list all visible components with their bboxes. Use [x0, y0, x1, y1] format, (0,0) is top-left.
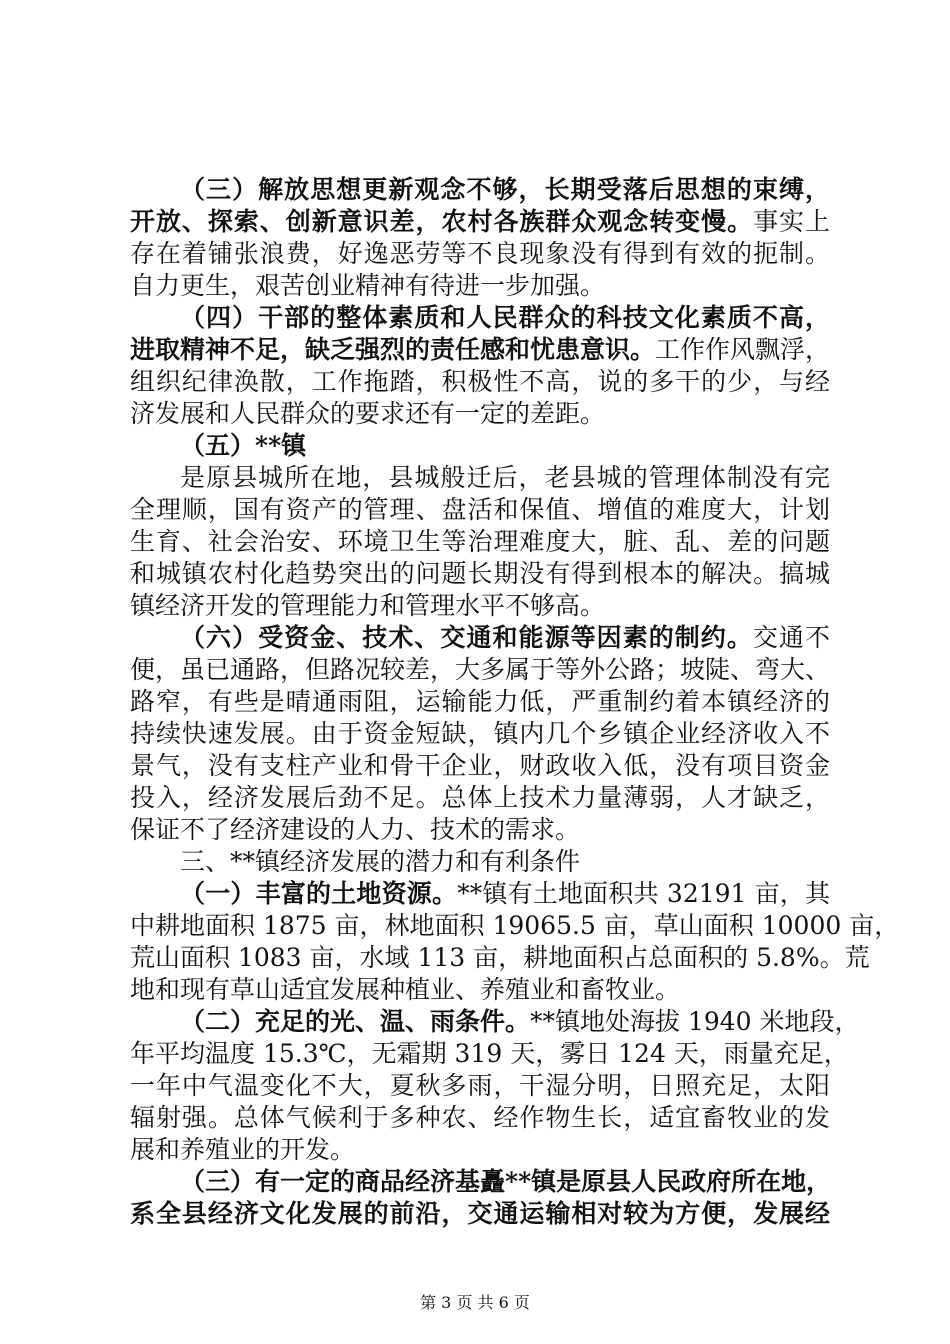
text-line: 存在着铺张浪费，好逸恶劳等不良现象没有得到有效的扼制。 — [130, 239, 830, 268]
text-line: 荒山面积 1083 亩，水域 113 亩，耕地面积占总面积的 5.8%。荒 — [130, 943, 870, 972]
text-line: 便，虽已通路，但路况较差，大多属于等外公路；坡陡、弯大、 — [130, 655, 831, 684]
text-line: 投入，经济发展后劲不足。总体上技术力量薄弱，人才缺乏， — [130, 783, 830, 812]
text-line: 展和养殖业的开发。 — [130, 1135, 356, 1164]
text-line: 生育、社会治安、环境卫生等治理难度大，脏、乱、差的问题 — [130, 527, 830, 556]
text-line: 开放、探索、创新意识差，农村各族群众观念转变慢。事实上 — [130, 207, 830, 236]
text-line: （三）解放思想更新观念不够，长期受落后思想的束缚， — [180, 175, 830, 204]
text-line: 是原县城所在地，县城般迁后，老县城的管理体制没有完 — [180, 463, 830, 492]
text-line: 保证不了经济建设的人力、技术的需求。 — [130, 815, 581, 844]
text-line: 一年中气温变化不大，夏秋多雨，干湿分明，日照充足，太阳 — [130, 1071, 830, 1100]
section-heading: 三、**镇经济发展的潜力和有利条件 — [180, 847, 581, 876]
text-line: 组织纪律涣散，工作拖踏，积极性不高，说的多干的少，与经 — [130, 367, 830, 396]
text-line: 自力更生，艰苦创业精神有待进一步加强。 — [130, 271, 606, 300]
text-line: 景气，没有支柱产业和骨干企业，财政收入低，没有项目资金 — [130, 751, 830, 780]
document-body — [130, 174, 900, 1230]
text-line: （六）受资金、技术、交通和能源等因素的制约。交通不 — [180, 623, 830, 652]
text-line: （三）有一定的商品经济基矗**镇是原县人民政府所在地， — [180, 1167, 832, 1196]
text-line: 系全县经济文化发展的前沿，交通运输相对较为方便，发展经 — [130, 1199, 830, 1228]
text-line: （五）**镇 — [180, 431, 307, 460]
text-line: 中耕地面积 1875 亩，林地面积 19065.5 亩，草山面积 10000 亩， — [130, 911, 900, 940]
page-number-footer: 第 3 页 共 6 页 — [420, 1293, 530, 1312]
text-line: 镇经济开发的管理能力和管理水平不够高。 — [130, 591, 606, 620]
text-line: 年平均温度 15.3℃，无霜期 319 天，雾日 124 天，雨量充足， — [130, 1039, 849, 1068]
text-line: 和城镇农村化趋势突出的问题长期没有得到根本的解决。搞城 — [130, 559, 830, 588]
text-line: 济发展和人民群众的要求还有一定的差距。 — [130, 399, 606, 428]
text-line: 进取精神不足，缺乏强烈的责任感和忧患意识。工作作风飘浮， — [130, 335, 831, 364]
text-line: 持续快速发展。由于资金短缺，镇内几个乡镇企业经济收入不 — [130, 719, 830, 748]
text-line: 地和现有草山适宜发展种植业、养殖业和畜牧业。 — [130, 975, 681, 1004]
text-line: （四）干部的整体素质和人民群众的科技文化素质不高， — [180, 303, 830, 332]
text-line: 全理顺，国有资产的管理、盘活和保值、增值的难度大，计划 — [130, 495, 830, 524]
text-line: （一）丰富的土地资源。**镇有土地面积共 32191 亩，其 — [180, 879, 830, 908]
text-line: （二）充足的光、温、雨条件。**镇地处海拔 1940 米地段， — [180, 1007, 860, 1036]
text-line: 辐射强。总体气候利于多种农、经作物生长，适宜畜牧业的发 — [130, 1103, 830, 1132]
text-line: 路窄，有些是晴通雨阻，运输能力低，严重制约着本镇经济的 — [130, 687, 830, 716]
